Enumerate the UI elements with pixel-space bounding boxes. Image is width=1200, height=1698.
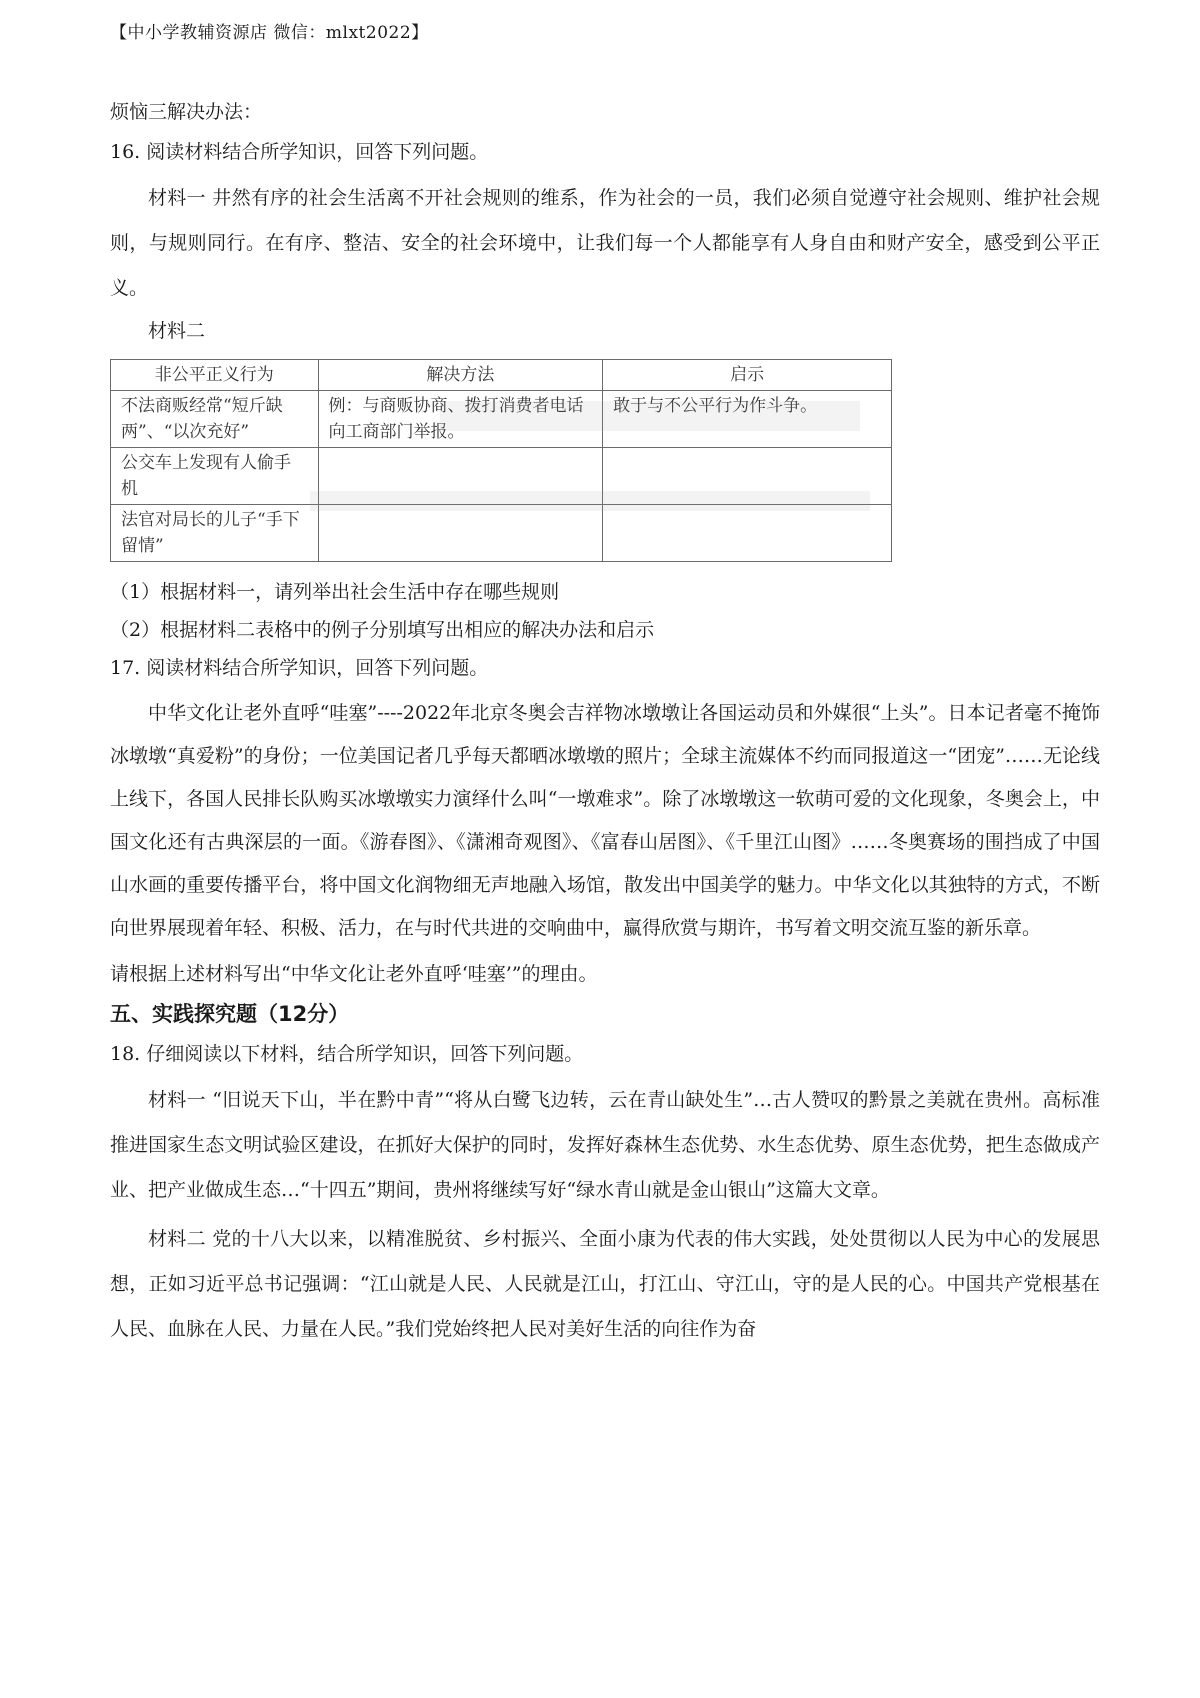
- table-cell-blank: [603, 448, 892, 505]
- table-cell: 不法商贩经常“短斤缺两”、“以次充好”: [111, 391, 319, 448]
- q16-sub2: （2）根据材料二表格中的例子分别填写出相应的解决办法和启示: [110, 619, 655, 641]
- q16-material2-label: 材料二: [148, 320, 206, 342]
- q16-material1: 材料一 井然有序的社会生活离不开社会规则的维系，作为社会的一员，我们必须自觉遵守社会规则、维护社会规则，与规则同行。在有序、整洁、安全的社会环境中，让我们每一个人都能享有人身自由和财产安全，感受到公平正义。: [110, 187, 1100, 299]
- top-line: 烦恼三解决办法：: [110, 101, 263, 123]
- q16-sub1: （1）根据材料一，请列举出社会生活中存在哪些规则: [110, 581, 560, 603]
- table-row: [111, 448, 892, 505]
- q16-table-wrap: [110, 359, 892, 562]
- q17-title: 17. 阅读材料结合所学知识，回答下列问题。: [110, 657, 489, 679]
- section5-title: 五、实践探究题（12分）: [110, 1002, 350, 1026]
- table-cell-blank: [318, 448, 603, 505]
- table-header-row: [111, 360, 892, 391]
- table-header-cell: 解决方法: [318, 360, 603, 391]
- q17-prompt: 请根据上述材料写出“中华文化让老外直呼‘哇塞’”的理由。: [110, 963, 598, 985]
- table-cell-blank: [603, 505, 892, 562]
- header-note: 【中小学教辅资源店 微信：mlxt2022】: [110, 23, 429, 43]
- q16-title: 16. 阅读材料结合所学知识，回答下列问题。: [110, 141, 489, 163]
- q16-table: [110, 359, 892, 562]
- q17-material: 中华文化让老外直呼“哇塞”----2022年北京冬奥会吉祥物冰墩墩让各国运动员和外媒很“上头”。日本记者毫不掩饰冰墩墩“真爱粉”的身份；一位美国记者几乎每天都晒冰墩墩的照片；全球主流媒体不约而同报道这一“团宠”……无论线上线下，各国人民排长队购买冰墩墩实力演绎什么叫“一墩难求”。除了冰墩墩这一软萌可爱的文化现象，冬奥会上，中国文化还有古典深层的一面。《游春图》、《潇湘奇观图》、《富春山居图》、《千里江山图》……冬奥赛场的围挡成了中国山水画的重要传播平台，将中国文化润物细无声地融入场馆，散发出中国美学的魅力。中华文化以其独特的方式，不断向世界展现着年轻、积极、活力，在与时代共进的交响曲中，赢得欣赏与期许，书写着文明交流互鉴的新乐章。: [110, 702, 1100, 939]
- q18-title: 18. 仔细阅读以下材料，结合所学知识，回答下列问题。: [110, 1043, 584, 1065]
- table-cell-blank: [318, 505, 603, 562]
- q18-material1: 材料一 “旧说天下山，半在黔中青”“将从白鹭飞边转，云在青山缺处生”…古人赞叹的黔景之美就在贵州。高标准推进国家生态文明试验区建设，在抓好大保护的同时，发挥好森林生态优势、水生态优势、原生态优势，把生态做成产业、把产业做成生态…“十四五”期间，贵州将继续写好“绿水青山就是金山银山”这篇大文章。: [110, 1089, 1100, 1201]
- table-row: [111, 391, 892, 448]
- table-cell: 例：与商贩协商、拨打消费者电话向工商部门举报。: [318, 391, 603, 448]
- table-header-cell: 非公平正义行为: [111, 360, 319, 391]
- table-cell: 敢于与不公平行为作斗争。: [603, 391, 892, 448]
- table-cell: 公交车上发现有人偷手机: [111, 448, 319, 505]
- q18-material2: 材料二 党的十八大以来，以精准脱贫、乡村振兴、全面小康为代表的伟大实践，处处贯彻以人民为中心的发展思想，正如习近平总书记强调：“江山就是人民、人民就是江山，打江山、守江山，守的是人民的心。中国共产党根基在人民、血脉在人民、力量在人民。”我们党始终把人民对美好生活的向往作为奋: [110, 1228, 1100, 1340]
- content-body: [110, 98, 1100, 1352]
- table-cell: 法官对局长的儿子“手下留情”: [111, 505, 319, 562]
- table-row: [111, 505, 892, 562]
- table-header-cell: 启示: [603, 360, 892, 391]
